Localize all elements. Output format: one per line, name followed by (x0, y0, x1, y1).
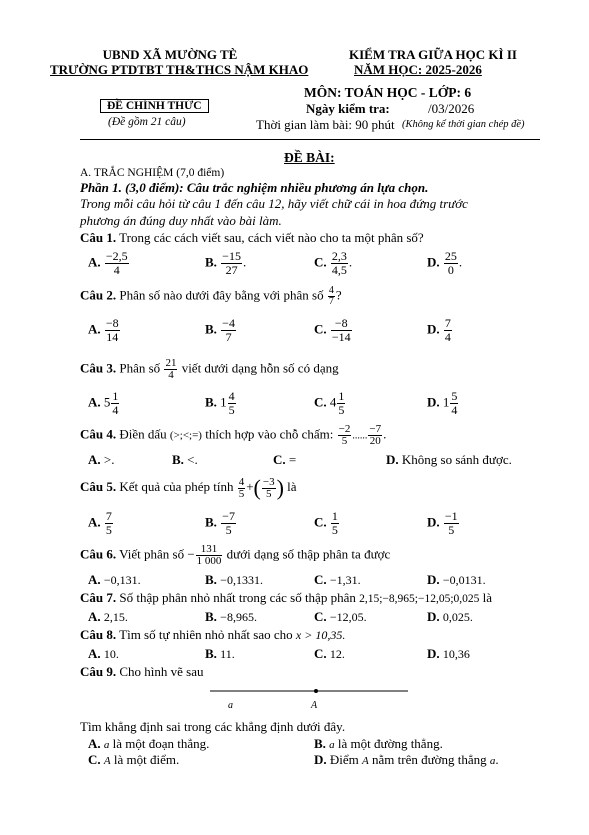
denominator: 4 (112, 403, 119, 417)
denominator: 5 (341, 435, 348, 447)
dept-name: UBND XÃ MƯỜNG TÈ (102, 47, 238, 62)
q5-option-d-label: D. (427, 514, 440, 530)
q4-text-pre: Điền dấu (119, 426, 167, 442)
q2-option-c-label: C. (314, 321, 327, 337)
denominator: 5 (331, 523, 338, 537)
q4-label: Câu 4. (80, 426, 117, 442)
q1-option-c-label: C. (314, 254, 327, 270)
q9-option-c-text: là một điểm. (113, 752, 180, 767)
q1-option-d-label: D. (427, 254, 440, 270)
numerator: 2,3 (331, 249, 347, 263)
part1-heading-text: Phần 1. (3,0 điểm): Câu trắc nghiệm nhiều phương án lựa chọn. (80, 180, 429, 195)
numerator: −15 (222, 249, 241, 263)
q6-text-pre: Viết phân số (119, 546, 185, 562)
section-a-heading: A. TRẮC NGHIỆM (7,0 điểm) (80, 167, 225, 179)
numerator: 7 (444, 316, 451, 330)
q6-option-d-text: −0,0131. (442, 573, 486, 587)
denominator: 4,5 (331, 263, 347, 277)
open-paren: ( (253, 475, 261, 500)
q7-option-a-label: A. (88, 609, 101, 624)
q9-option-a-label: A. (88, 736, 101, 751)
q4-fraction-1 (338, 424, 352, 447)
part1-instruction-line2: phương án đúng duy nhất vào bài làm. (80, 213, 282, 228)
numerator: −1 (444, 509, 458, 523)
q3-fraction (164, 358, 177, 381)
denominator: 5 (238, 487, 245, 500)
numerator: 7 (105, 509, 112, 523)
q9-option-c (88, 752, 179, 768)
q2-option-d-fraction (444, 317, 452, 344)
q4-signs: (>;<;=) (169, 429, 202, 442)
q6-option-a (88, 572, 141, 588)
q6-option-b-label: B. (205, 572, 217, 587)
period: . (348, 254, 353, 270)
line-a-label: a (228, 700, 233, 711)
q5-text: Kết quả của phép tính (119, 478, 234, 494)
q9-option-b-label: B. (314, 736, 326, 751)
q3-option-d (427, 390, 459, 417)
q9-figure (200, 684, 415, 714)
q7-end: là (482, 590, 493, 605)
school-year: NĂM HỌC: 2025-2026 (354, 62, 482, 77)
q4-option-a-text: >. (103, 452, 115, 467)
q9-option-a-text: là một đoạn thẳng. (112, 736, 210, 751)
denominator: 14 (106, 330, 119, 344)
q2-option-d (427, 317, 453, 344)
q9-option-b (314, 736, 443, 752)
q1-option-d-fraction (444, 250, 458, 277)
q8-option-b-text: 11. (220, 647, 235, 661)
time-label: Thời gian làm bài: 90 phút (256, 117, 395, 132)
part1-instruction-line1: Trong mỗi câu hỏi từ câu 1 đến câu 12, hãy viết chữ cái in hoa đứng trước (80, 196, 468, 211)
period: . (242, 254, 247, 270)
numerator: 5 (451, 389, 458, 403)
q5-fraction-1 (238, 477, 246, 500)
q8-option-d-label: D. (427, 646, 440, 661)
q4-text-post: thích hợp vào chỗ chấm: (205, 426, 334, 442)
q2-stem (80, 286, 342, 307)
q6-option-a-text: −0,131. (103, 573, 141, 587)
denominator: 7 (225, 330, 232, 344)
numerator: −2,5 (105, 249, 128, 263)
q7-option-d-text: 0,025. (442, 610, 473, 624)
denominator: 20 (369, 435, 381, 447)
q8-option-d-text: 10,36 (442, 647, 470, 661)
q7-option-b-label: B. (205, 609, 217, 624)
q1-text: Trong các cách viết sau, cách viết nào cho ta một phân số? (119, 230, 424, 245)
q5-option-a-fraction (105, 510, 113, 537)
q7-option-a (88, 609, 128, 625)
q7-option-b-text: −8,965. (220, 610, 257, 624)
q4-option-b-text: <. (187, 452, 198, 467)
q3-option-b-label: B. (205, 394, 217, 410)
q5-option-c (314, 510, 340, 537)
q6-option-b (205, 572, 263, 588)
q2-option-a-label: A. (88, 321, 101, 337)
q5-label: Câu 5. (80, 478, 117, 494)
part1-heading (80, 180, 428, 196)
q6-fraction (196, 544, 223, 567)
denominator: 5 (225, 523, 232, 537)
q4-option-d-label: D. (386, 452, 399, 467)
question-count: (Đề gồm 21 câu) (108, 116, 186, 128)
q4-dots: ...... (352, 430, 368, 442)
q6-text-post: dưới dạng số thập phân ta được (226, 546, 391, 562)
q2-option-c (314, 317, 353, 344)
q2-option-a-fraction (105, 317, 120, 344)
whole-part: 4 (329, 394, 337, 410)
symbol-a: a (329, 739, 335, 751)
q8-option-d (427, 646, 470, 662)
q3-option-b (205, 390, 237, 417)
numerator: 4 (328, 285, 334, 296)
q9-option-a (88, 736, 209, 752)
q4-option-c-text: = (288, 452, 297, 467)
exam-title: KIỂM TRA GIỮA HỌC KÌ II (349, 47, 517, 62)
q2-option-d-label: D. (427, 321, 440, 337)
q5-stem (80, 475, 297, 501)
q9-option-d (314, 752, 499, 768)
q1-option-a-fraction (105, 250, 129, 277)
q3-text-post: viết dưới dạng hỗn số có dạng (181, 360, 339, 376)
denominator: 4 (451, 403, 458, 417)
official-badge: ĐỀ CHÍNH THỨC (100, 99, 209, 113)
q4-fraction-2 (368, 424, 382, 447)
q6-label: Câu 6. (80, 546, 117, 562)
q9-text: Cho hình vẽ sau (119, 664, 204, 679)
q2-option-b-fraction (221, 317, 236, 344)
denominator: 5 (265, 487, 272, 500)
numerator: 131 (196, 544, 223, 556)
q3-option-d-label: D. (427, 394, 440, 410)
denominator: 4 (168, 369, 174, 381)
denominator: 5 (105, 523, 112, 537)
whole-part: 1 (220, 394, 227, 410)
q7-option-b (205, 609, 257, 625)
q3-option-c-fraction (337, 390, 345, 417)
q5-option-a (88, 510, 114, 537)
q2-label: Câu 2. (80, 287, 117, 303)
q3-stem (80, 358, 339, 381)
exam-date-value: /03/2026 (428, 101, 475, 116)
q3-option-a (88, 390, 120, 417)
q3-label: Câu 3. (80, 360, 117, 376)
point-a-dot (314, 689, 318, 693)
q7-stem (80, 590, 492, 606)
numerator: −3 (262, 475, 275, 488)
q9-prompt: Tìm khẳng định sai trong các khẳng định dưới đây. (80, 719, 346, 734)
q3-option-d-fraction (450, 390, 458, 417)
q9-option-b-text: là một đường thẳng. (337, 736, 443, 751)
q9-option-c-label: C. (88, 752, 101, 767)
denominator: 4 (444, 330, 451, 344)
q8-option-b (205, 646, 235, 662)
q1-stem (80, 230, 424, 246)
q3-option-a-label: A. (88, 394, 101, 410)
page-title: ĐỀ BÀI: (284, 150, 335, 165)
q9-label: Câu 9. (80, 664, 117, 679)
q4-option-c-label: C. (273, 452, 286, 467)
q4-option-b-label: B. (172, 452, 184, 467)
q4-option-d-text: Không so sánh được. (401, 452, 512, 467)
q6-stem (80, 544, 390, 567)
q4-option-d (386, 452, 512, 468)
plus-sign: + (246, 478, 254, 494)
denominator: 5 (338, 403, 345, 417)
q3-option-c-label: C. (314, 394, 327, 410)
q9-option-d-label: D. (314, 752, 327, 767)
numerator: 1 (112, 389, 119, 403)
q2-option-b (205, 317, 237, 344)
q7-option-d-label: D. (427, 609, 440, 624)
q6-option-c-text: −1,31. (329, 573, 361, 587)
denominator: 5 (448, 523, 455, 537)
numerator: −8 (105, 316, 119, 330)
minus-sign: − (187, 546, 195, 562)
q5-end: là (287, 478, 297, 494)
numerator: −8 (331, 317, 352, 331)
q5-option-d-fraction (444, 510, 459, 537)
symbol-point-a: A (362, 755, 369, 767)
period: . (458, 254, 463, 270)
q6-option-d (427, 572, 486, 588)
q7-text: Số thập phân nhỏ nhất trong các số thập phân (119, 590, 356, 605)
q8-option-a (88, 646, 119, 662)
numerator: −4 (222, 316, 235, 330)
denominator: 1 000 (196, 555, 222, 567)
q4-option-b (172, 452, 198, 468)
q3-option-a-fraction (111, 390, 119, 417)
question-mark: ? (335, 287, 342, 303)
whole-part: 1 (442, 394, 450, 410)
q7-label: Câu 7. (80, 590, 117, 605)
q2-option-a (88, 317, 121, 344)
q1-label: Câu 1. (80, 230, 117, 245)
q3-option-c (314, 390, 346, 417)
q4-option-c (273, 452, 296, 468)
q5-option-a-label: A. (88, 514, 101, 530)
q1-option-b (205, 250, 246, 277)
q5-option-b-label: B. (205, 514, 217, 530)
q7-option-c (314, 609, 367, 625)
q2-fraction (328, 286, 335, 307)
symbol-a: a (489, 755, 496, 767)
q1-option-b-fraction (221, 250, 242, 277)
time-note: (Không kể thời gian chép đề) (402, 119, 525, 130)
q6-option-b-text: −0,1331. (220, 573, 263, 587)
numerator: 4 (238, 475, 245, 488)
period: . (383, 426, 387, 442)
denominator: 0 (447, 263, 454, 277)
q8-option-c-text: 12. (329, 647, 345, 661)
numerator: 1 (331, 509, 338, 523)
q4-stem (80, 424, 386, 447)
q5-option-d (427, 510, 460, 537)
numerator: 21 (165, 357, 177, 369)
q5-fraction-2 (262, 477, 276, 500)
q8-condition: x > 10,35. (295, 628, 346, 642)
whole-part: 5 (103, 394, 111, 410)
q8-option-a-label: A. (88, 646, 101, 661)
q8-label: Câu 8. (80, 627, 117, 642)
q8-text: Tìm số tự nhiên nhỏ nhất sao cho (119, 627, 293, 642)
numerator: 25 (444, 249, 457, 263)
denominator: 4 (113, 263, 120, 277)
numerator: −7 (222, 509, 235, 523)
q2-text: Phân số nào dưới đây bằng với phân số (119, 287, 324, 303)
q8-option-b-label: B. (205, 646, 217, 661)
q9-option-d-mid: nằm trên đường thẳng (372, 752, 487, 767)
q8-option-c (314, 646, 345, 662)
q4-option-a (88, 452, 114, 468)
q6-option-c (314, 572, 361, 588)
q5-option-c-label: C. (314, 514, 327, 530)
q6-option-c-label: C. (314, 572, 327, 587)
q6-option-a-label: A. (88, 572, 101, 587)
q7-option-d (427, 609, 473, 625)
q9-stem (80, 664, 204, 680)
q8-option-c-label: C. (314, 646, 327, 661)
q1-option-a-label: A. (88, 254, 101, 270)
denominator: 27 (225, 263, 238, 277)
q7-option-c-label: C. (314, 609, 327, 624)
q1-option-a (88, 250, 130, 277)
denominator: 7 (328, 296, 334, 307)
q1-option-c (314, 250, 352, 277)
numerator: 4 (228, 389, 235, 403)
symbol-point-a: A (103, 755, 111, 767)
q2-option-b-label: B. (205, 321, 217, 337)
school-name: TRƯỜNG PTDTBT TH&THCS NẬM KHAO (50, 62, 309, 77)
close-paren: ) (276, 475, 284, 500)
q6-option-d-label: D. (427, 572, 440, 587)
denominator: 5 (228, 403, 235, 417)
q1-option-b-label: B. (205, 254, 217, 270)
numerator: −7 (369, 423, 382, 435)
q7-option-c-text: −12,05. (329, 610, 367, 624)
point-a-label: A (311, 700, 318, 711)
denominator: −14 (331, 330, 351, 344)
q9-option-d-pre: Điểm (329, 752, 359, 767)
header-divider (80, 139, 540, 140)
subject-line: MÔN: TOÁN HỌC - LỚP: 6 (304, 85, 472, 100)
q4-option-a-label: A. (88, 452, 101, 467)
q7-numbers: 2,15;−8,965;−12,05;0,025 (359, 593, 480, 605)
q7-option-a-text: 2,15. (103, 610, 128, 624)
q2-option-c-fraction (331, 317, 352, 344)
q3-text-pre: Phân số (119, 360, 161, 376)
period: . (495, 752, 499, 767)
symbol-a: a (103, 739, 110, 751)
q8-option-a-text: 10. (103, 647, 119, 661)
numerator: −2 (338, 423, 351, 435)
exam-date-label: Ngày kiểm tra: (306, 101, 390, 116)
q8-stem (80, 627, 345, 643)
q1-option-c-fraction (331, 250, 348, 277)
q3-option-b-fraction (228, 390, 236, 417)
q5-option-b-fraction (221, 510, 236, 537)
q5-option-c-fraction (331, 510, 339, 537)
q5-option-b (205, 510, 237, 537)
numerator: 1 (338, 389, 345, 403)
q1-option-d (427, 250, 462, 277)
